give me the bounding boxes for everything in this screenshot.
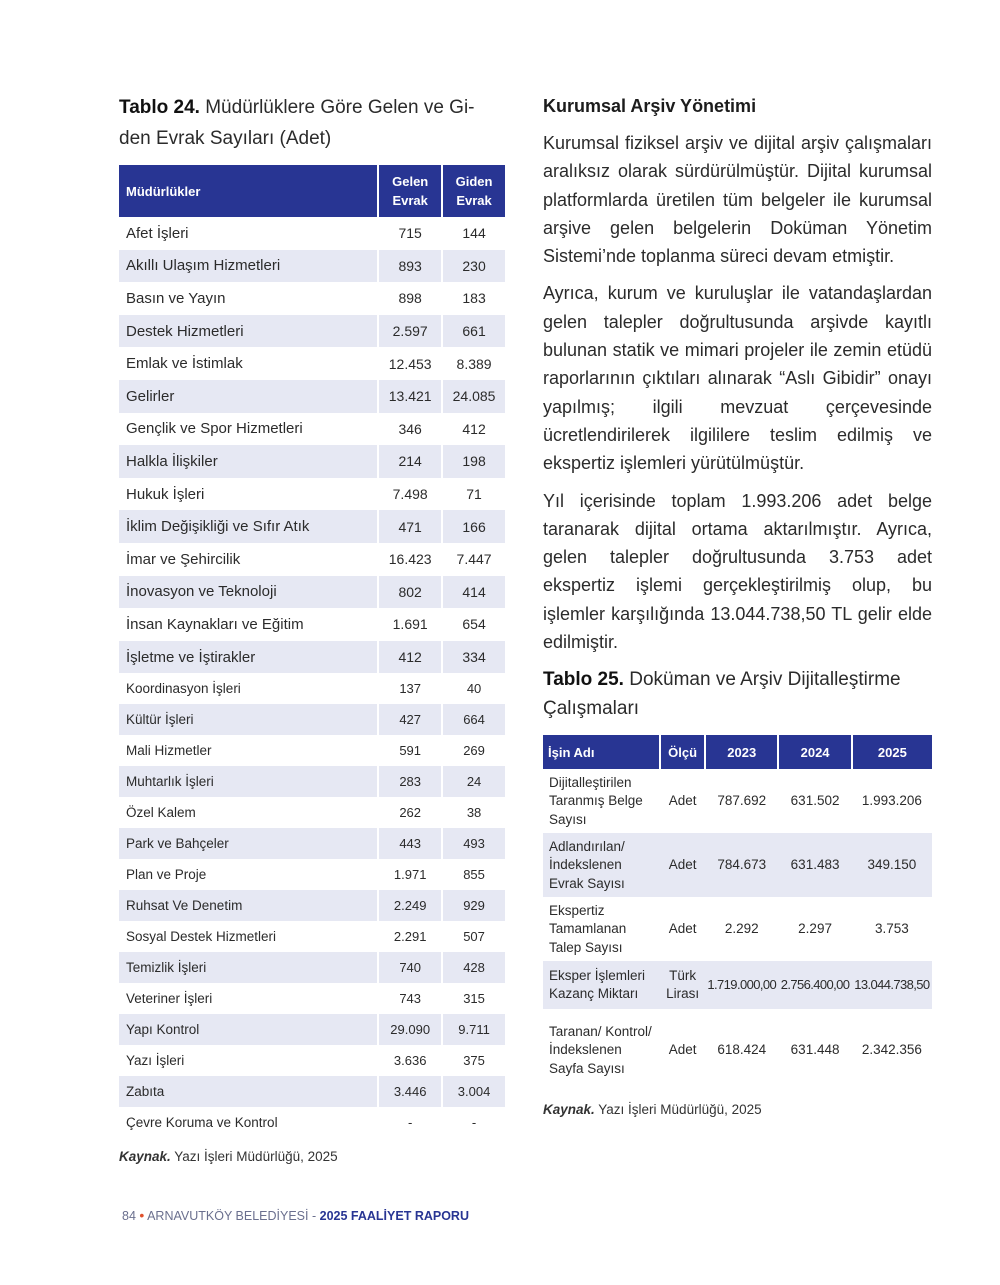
cell-gelen: 898 [378, 282, 442, 315]
cell-name: Veteriner İşleri [126, 991, 213, 1007]
cell-gelen: 2.249 [378, 890, 442, 921]
table25-header-2024: 2024 [778, 735, 851, 769]
table-row [119, 859, 505, 890]
cell-giden: 71 [442, 478, 505, 511]
cell-2025: 1.993.206 [861, 793, 922, 809]
cell-task: Taranan/ Kontrol/ İndekslenen Sayfa Sayısı [549, 1023, 652, 1076]
table-row [119, 704, 505, 735]
cell-name: Çevre Koruma ve Kontrol [126, 1115, 278, 1131]
cell-giden: 493 [442, 828, 505, 859]
table24-caption [119, 92, 505, 154]
cell-name: Yazı İşleri [126, 1053, 185, 1069]
cell-giden: - [442, 1107, 505, 1138]
cell-2024: 631.448 [790, 1042, 840, 1058]
cell-giden: 929 [442, 890, 505, 921]
cell-name: Halkla İlişkiler [119, 445, 378, 478]
cell-gelen: 283 [378, 766, 442, 797]
cell-giden: 198 [442, 445, 505, 478]
cell-name: İmar ve Şehircilik [126, 550, 241, 568]
table24-caption-label: Tablo 24. [119, 97, 200, 118]
cell-gelen: 893 [378, 250, 442, 283]
cell-2023: 787.692 [717, 793, 767, 809]
cell-giden: 269 [442, 735, 505, 766]
cell-gelen: 12.453 [378, 347, 442, 380]
table24-header-giden: Giden Evrak [442, 165, 505, 217]
cell-gelen: 29.090 [378, 1014, 442, 1045]
cell-2024: 631.483 [778, 833, 851, 897]
cell-giden: 9.711 [442, 1014, 505, 1045]
page-footer [122, 1207, 469, 1223]
table24-caption-text: Müdürlüklere Göre Gelen ve Gi-den Evrak Sayıları (Adet) [119, 97, 475, 149]
table-row [119, 282, 505, 315]
table-row [119, 576, 505, 609]
cell-unit: Adet [660, 833, 705, 897]
cell-name: Plan ve Proje [126, 867, 207, 883]
table-row [119, 1014, 505, 1045]
footer-bullet: • [139, 1207, 145, 1223]
table-row [119, 983, 505, 1014]
table-row [119, 890, 505, 921]
cell-task: Eksper İşlemleri Kazanç Miktarı [543, 961, 660, 1009]
table24-header-name: Müdürlükler [119, 165, 378, 217]
table25-source-text: Yazı İşleri Müdürlüğü, 2025 [594, 1102, 762, 1118]
cell-gelen: 412 [378, 641, 442, 674]
cell-name: Koordinasyon İşleri [126, 681, 241, 697]
cell-name: Kültür İşleri [119, 704, 378, 735]
cell-giden: 144 [442, 217, 505, 250]
cell-giden: 654 [442, 608, 505, 641]
table24-source-label: Kaynak. [119, 1149, 171, 1165]
table-row [119, 1107, 505, 1138]
cell-gelen: 3.636 [378, 1045, 442, 1076]
cell-name: Ruhsat Ve Denetim [119, 890, 378, 921]
table-row [119, 828, 505, 859]
cell-task: Dijitalleştirilen Taranmış Belge Sayısı [549, 774, 643, 827]
cell-giden: 3.004 [442, 1076, 505, 1107]
table-row [543, 833, 932, 897]
cell-gelen: 214 [378, 445, 442, 478]
table-row [119, 217, 505, 250]
cell-gelen: 471 [378, 510, 442, 543]
cell-name: Temizlik İşleri [119, 952, 378, 983]
cell-gelen: 13.421 [378, 380, 442, 413]
cell-gelen: 443 [378, 828, 442, 859]
table25-body [543, 769, 932, 1091]
cell-name: Zabıta [119, 1076, 378, 1107]
table25 [543, 735, 932, 1091]
table-row [119, 608, 505, 641]
paragraph-1: Kurumsal fiziksel arşiv ve dijital arşiv çalışmaları aralıksız olarak sürdürülmüştür. Dijital kurumsal platformlarda üretilen tüm belgeler ile kurumsal arşive gelen belgelerin Doküman Yönetim Sistemi’nde toplanma süreci devam etmiştir. [543, 133, 932, 267]
table24 [119, 165, 505, 1138]
table-row [119, 797, 505, 828]
table24-header-gelen: Gelen Evrak [378, 165, 442, 217]
cell-name: Park ve Bahçeler [119, 828, 378, 859]
cell-name: Özel Kalem [126, 805, 196, 821]
table-row [119, 380, 505, 413]
cell-name: Yapı Kontrol [119, 1014, 378, 1045]
table25-header-2025: 2025 [852, 735, 932, 769]
section-title: Kurumsal Arşiv Yönetimi [543, 96, 757, 116]
cell-gelen: 740 [378, 952, 442, 983]
table25-source-label: Kaynak. [543, 1102, 595, 1118]
cell-2024: 2.297 [798, 921, 832, 937]
table25-source [543, 1102, 932, 1117]
cell-giden: 414 [442, 576, 505, 609]
cell-2024: 2.756.400,00 [778, 961, 851, 1009]
cell-giden: 166 [442, 510, 505, 543]
cell-name: Muhtarlık İşleri [119, 766, 378, 797]
cell-giden: 8.389 [442, 347, 505, 380]
cell-2025: 349.150 [852, 833, 932, 897]
cell-giden: 855 [442, 859, 505, 890]
cell-gelen: 743 [378, 983, 442, 1014]
cell-unit: Adet [668, 921, 697, 937]
cell-name: Destek Hizmetleri [119, 315, 378, 348]
cell-gelen: 137 [378, 673, 442, 704]
table-row [119, 1045, 505, 1076]
cell-giden: 664 [442, 704, 505, 735]
cell-2025: 3.753 [874, 921, 909, 937]
table25-caption [543, 665, 932, 723]
cell-name: İklim Değişikliği ve Sıfır Atık [119, 510, 378, 543]
cell-name: Sosyal Destek Hizmetleri [126, 929, 277, 945]
left-column [119, 92, 505, 1164]
cell-name: İşletme ve İştirakler [119, 641, 378, 674]
cell-giden: 230 [442, 250, 505, 283]
table-row [119, 766, 505, 797]
table24-source-text: Yazı İşleri Müdürlüğü, 2025 [170, 1149, 338, 1165]
cell-2025: 13.044.738,50 [852, 961, 932, 1009]
cell-giden: 24.085 [442, 380, 505, 413]
paragraph-3: Yıl içerisinde toplam 1.993.206 adet belge taranarak dijital ortama aktarılmıştır. Ayrıca, gelen talepler doğrultusunda 3.753 adet ekspertiz işlemi gerçekleştirilmiş olup, bu işlemler karşılığında 13.044.738,50 TL gelir elde edilmiştir. [543, 490, 932, 653]
table25-caption-label: Tablo 25. [543, 669, 624, 691]
cell-name: İnovasyon ve Teknoloji [119, 576, 378, 609]
cell-gelen: 3.446 [378, 1076, 442, 1107]
cell-giden: 183 [442, 282, 505, 315]
cell-gelen: 16.423 [378, 543, 442, 576]
table-row [119, 921, 505, 952]
cell-giden: 24 [442, 766, 505, 797]
table24-body [119, 217, 505, 1138]
table-row [119, 347, 505, 380]
table-row [119, 315, 505, 348]
cell-giden: 661 [442, 315, 505, 348]
cell-gelen: 427 [378, 704, 442, 735]
table-row [119, 543, 505, 576]
table-row [543, 1009, 932, 1091]
cell-name: Afet İşleri [126, 224, 189, 242]
table-row [119, 250, 505, 283]
cell-2024: 631.502 [790, 793, 840, 809]
cell-unit: Adet [668, 1042, 697, 1058]
cell-giden: 38 [442, 797, 505, 828]
cell-giden: 7.447 [442, 543, 505, 576]
paragraph-2: Ayrıca, kurum ve kuruluşlar ile vatandaşlardan gelen talepler doğrultusunda arşivde kayıtlı bulunan statik ve mimari projeler ile zemin etüdü raporlarının çıktıları alınarak “Aslı Gibidir” onayı yapılmış; ilgili mevzuat çerçevesinde ücretlendirilerek ilgililere teslim edilmiş ve ekspertiz işlemleri yürütülmüştür. [543, 283, 932, 474]
cell-2023: 2.292 [724, 921, 759, 937]
footer-separator: - [311, 1209, 317, 1223]
cell-2025: 2.342.356 [861, 1042, 922, 1058]
cell-gelen: 715 [378, 217, 442, 250]
footer-org: ARNAVUTKÖY BELEDİYESİ [147, 1209, 309, 1223]
cell-giden: 375 [442, 1045, 505, 1076]
table-row [119, 673, 505, 704]
cell-giden: 428 [442, 952, 505, 983]
table25-header-unit: Ölçü [660, 735, 705, 769]
table24-source [119, 1149, 505, 1164]
cell-task: Adlandırılan/ İndekslenen Evrak Sayısı [543, 833, 660, 897]
table-row [119, 510, 505, 543]
table25-header-2023: 2023 [705, 735, 778, 769]
cell-gelen: 7.498 [378, 478, 442, 511]
cell-giden: 40 [442, 673, 505, 704]
cell-giden: 334 [442, 641, 505, 674]
cell-gelen: 1.971 [378, 859, 442, 890]
cell-name: İnsan Kaynakları ve Eğitim [126, 615, 304, 633]
cell-name: Gelirler [119, 380, 378, 413]
page-number: 84 [122, 1209, 136, 1223]
cell-2023: 618.424 [717, 1042, 767, 1058]
cell-gelen: 802 [378, 576, 442, 609]
cell-gelen: 346 [378, 413, 442, 446]
table-row [119, 413, 505, 446]
cell-task: Ekspertiz Tamamlanan Talep Sayısı [549, 902, 627, 955]
table-row [119, 478, 505, 511]
cell-name: Emlak ve İstimlak [126, 355, 243, 373]
table-row [543, 897, 932, 961]
table25-caption-text: Doküman ve Arşiv Dijitalleştirme Çalışmaları [543, 669, 901, 720]
cell-unit: Adet [668, 793, 697, 809]
cell-giden: 412 [442, 413, 505, 446]
cell-gelen: 262 [378, 797, 442, 828]
cell-name: Akıllı Ulaşım Hizmetleri [119, 250, 378, 283]
cell-gelen: - [378, 1107, 442, 1138]
table-row [543, 769, 932, 833]
cell-name: Basın ve Yayın [126, 289, 226, 307]
cell-name: Mali Hizmetler [126, 743, 212, 759]
table-row [119, 952, 505, 983]
cell-gelen: 591 [378, 735, 442, 766]
cell-giden: 507 [442, 921, 505, 952]
cell-gelen: 2.597 [378, 315, 442, 348]
table-row [543, 961, 932, 1009]
footer-report: 2025 FAALİYET RAPORU [319, 1209, 469, 1223]
table25-header-name: İşin Adı [543, 735, 660, 769]
cell-name: Gençlik ve Spor Hizmetleri [126, 420, 303, 438]
table-row [119, 735, 505, 766]
cell-2023: 1.719.000,00 [705, 961, 778, 1009]
cell-giden: 315 [442, 983, 505, 1014]
cell-name: Hukuk İşleri [126, 485, 205, 503]
cell-unit: Türk Lirası [660, 961, 705, 1009]
cell-gelen: 2.291 [378, 921, 442, 952]
table-row [119, 1076, 505, 1107]
table-row [119, 445, 505, 478]
cell-2023: 784.673 [705, 833, 778, 897]
table-row [119, 641, 505, 674]
right-column [543, 92, 932, 1117]
cell-gelen: 1.691 [378, 608, 442, 641]
